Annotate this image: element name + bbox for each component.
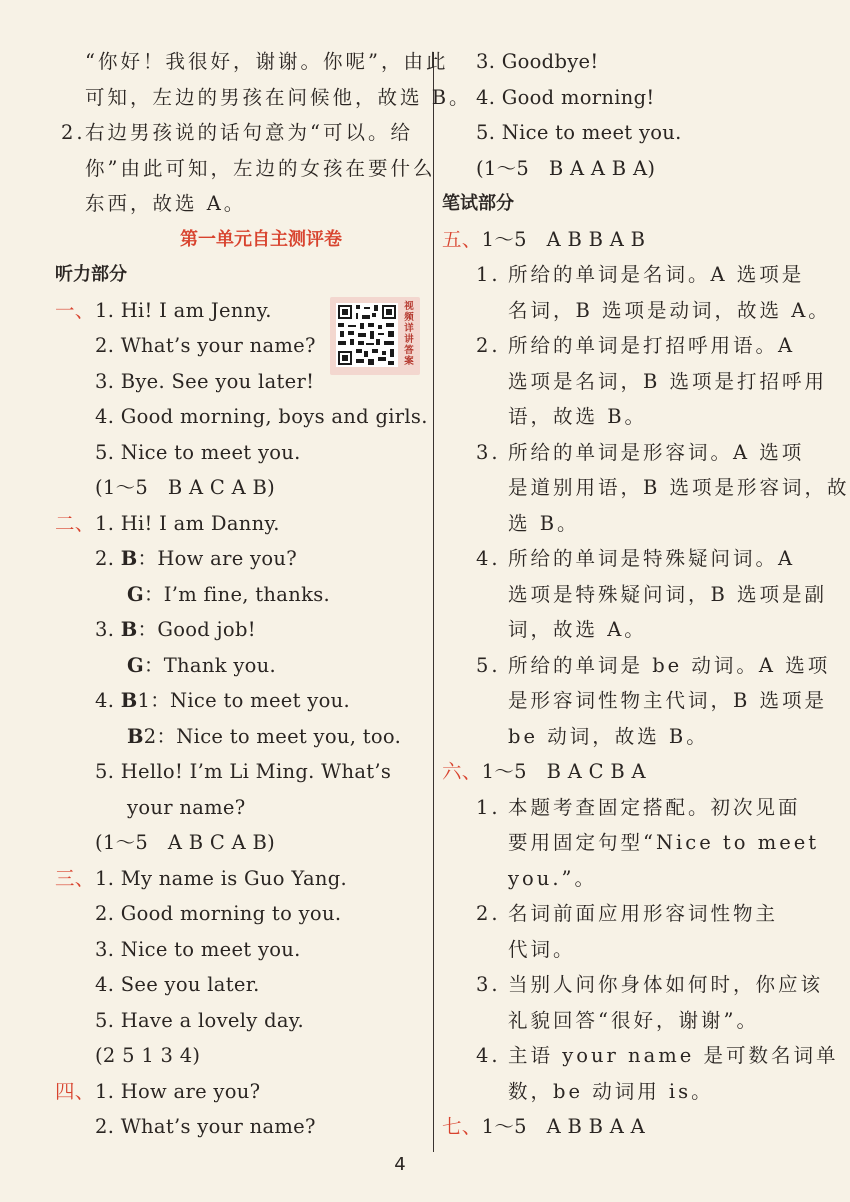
question-text: 1. Hi! I am Danny. [95, 511, 280, 535]
explanation-text: 所给的单词是形容词。A 选项 [508, 440, 805, 464]
item-number: 2. [95, 547, 115, 570]
question-line [55, 861, 427, 897]
text-line: 你”由此可知，左边的女孩在要什么 [85, 156, 436, 180]
qr-caption-char: 详 [404, 323, 414, 334]
dialogue-line [55, 683, 427, 719]
section-label: 一、 [55, 298, 95, 322]
item-number: 3. [476, 973, 501, 996]
qr-caption-char: 讲 [404, 334, 414, 345]
explanation-line: 数，be 动词用 is。 [508, 1079, 714, 1103]
dialogue-line [55, 612, 427, 648]
qr-caption-char: 频 [404, 312, 414, 323]
explanation-line [442, 967, 824, 1003]
item-number: 1. [476, 795, 501, 819]
text-line: 可知，左边的男孩在问候他，故选 B。 [85, 85, 472, 109]
explanation-line [442, 328, 797, 364]
explanation-line: 选项是特殊疑问词，B 选项是副 [508, 582, 828, 606]
section-heading-listening: 听力部分 [55, 264, 127, 285]
section-label: 五、 [442, 227, 482, 251]
item-number: 2. [61, 121, 86, 144]
explanation-line: you.”。 [508, 866, 597, 890]
item-number: 4. [476, 547, 501, 570]
qr-code-icon [336, 303, 398, 367]
left-column [55, 44, 472, 1145]
explanation-line: 代词。 [508, 937, 576, 961]
dialogue-text: 2：Nice to meet you, too. [143, 724, 402, 748]
explanation-line: 选 B。 [508, 511, 580, 535]
explanation-line [442, 541, 797, 577]
explanation-text: 本题考查固定搭配。初次见面 [508, 795, 801, 819]
dialogue-line [55, 577, 427, 613]
section-label: 六、 [442, 760, 482, 783]
question-line: 4. Good morning! [476, 85, 655, 109]
explanation-text: 所给的单词是打招呼用语。A [508, 334, 796, 357]
speaker-label: B [120, 689, 138, 712]
qr-caption-char: 案 [404, 356, 414, 367]
item-number: 5. [476, 653, 501, 677]
explanation-line: 词，故选 A。 [508, 618, 647, 641]
question-line: 5. Have a lovely day. [95, 1008, 305, 1032]
item-number: 4. [95, 689, 115, 712]
item-number: 3. [476, 440, 501, 464]
question-line: 5. Hello! I’m Li Ming. What’s [95, 760, 392, 783]
text-line: “你好！我很好，谢谢。你呢”，由此 [85, 50, 449, 73]
item-number: 1. [476, 263, 501, 286]
item-number: 3. [95, 618, 115, 641]
answer-line: (1～5 B A A B A) [476, 156, 656, 180]
answer-line [442, 222, 797, 258]
item-number: 2. [476, 334, 501, 357]
speaker-label: G [127, 582, 144, 606]
text-line: 右边男孩说的话句意为“可以。给 [85, 121, 413, 144]
answer-line: (2 5 1 3 4) [95, 1044, 201, 1067]
answer-text: 1～5 A B B A B [481, 227, 646, 251]
qr-caption-char: 视 [404, 301, 414, 312]
explanation-line [442, 896, 797, 932]
explanation-line: be 动词，故选 B。 [508, 724, 709, 748]
dialogue-line [55, 719, 427, 755]
item-number: 2. [476, 902, 501, 925]
explanation-text: 主语 your name 是可数名词单 [508, 1044, 839, 1067]
explanation-line [442, 257, 805, 293]
answer-text: 1～5 B A C B A [481, 760, 646, 783]
question-line: 4. Good morning, boys and girls. [95, 405, 428, 428]
question-line: your name? [127, 795, 246, 819]
dialogue-line [55, 648, 427, 684]
speaker-label: B [120, 547, 138, 570]
question-line: 4. See you later. [95, 973, 260, 996]
explanation-text: 所给的单词是 be 动词。A 选项 [508, 653, 831, 677]
question-line [55, 506, 427, 542]
explanation-line: 是道别用语，B 选项是形容词，故 [508, 476, 850, 499]
answer-line: (1～5 B A C A B) [95, 476, 276, 499]
column-divider [433, 52, 434, 1152]
question-line [55, 1074, 427, 1110]
question-line: 2. What’s your name? [95, 1115, 316, 1138]
question-line: 3. Goodbye! [476, 50, 599, 73]
explanation-text: 所给的单词是特殊疑问词。A [508, 547, 796, 570]
section-heading-written: 笔试部分 [442, 193, 514, 214]
section-label: 三、 [55, 866, 95, 890]
section-label: 二、 [55, 511, 95, 535]
question-line: 5. Nice to meet you. [95, 440, 301, 464]
explanation-line [442, 435, 805, 471]
explanation-text: 所给的单词是名词。A 选项是 [508, 263, 805, 286]
section-label: 七、 [442, 1115, 482, 1138]
answer-text: 1～5 A B B A A [481, 1115, 646, 1138]
question-line: 5. Nice to meet you. [476, 121, 682, 144]
speaker-label: B [120, 618, 138, 641]
question-line: 3. Nice to meet you. [95, 937, 301, 961]
answer-line [442, 754, 797, 790]
unit-title: 第一单元自主测评卷 [180, 228, 342, 250]
explanation-line: 是形容词性物主代词，B 选项是 [508, 689, 828, 712]
qr-code-badge[interactable] [330, 297, 420, 375]
explanation-line [442, 648, 831, 684]
explanation-line: 要用固定句型“Nice to meet [508, 831, 820, 854]
question-line: 2. What’s your name? [95, 334, 316, 357]
speaker-label: B [127, 724, 144, 748]
dialogue-text: ：Good job! [137, 618, 256, 641]
dialogue-line [55, 541, 427, 577]
question-line: 3. Bye. See you later! [95, 369, 315, 393]
explanation-line: 选项是名词，B 选项是打招呼用 [508, 369, 828, 393]
explanation-line [442, 1038, 839, 1074]
text-line: 东西，故选 A。 [85, 192, 247, 215]
answer-line [442, 1109, 797, 1145]
page-number: 4 [394, 1154, 406, 1175]
explanation-line: 语，故选 B。 [508, 405, 648, 428]
question-line: 2. Good morning to you. [95, 902, 342, 925]
dialogue-text: ：Thank you. [143, 653, 277, 677]
question-text: 1. How are you? [95, 1079, 261, 1103]
dialogue-text: ：I’m fine, thanks. [143, 582, 330, 606]
speaker-label: G [127, 653, 144, 677]
qr-caption [402, 301, 416, 367]
qr-caption-char: 答 [404, 345, 414, 356]
dialogue-text: 1：Nice to meet you. [137, 689, 350, 712]
explanation-line: 礼貌回答“很好，谢谢”。 [508, 1008, 759, 1032]
explanation-text: 名词前面应用形容词性物主 [508, 902, 779, 925]
question-text: 1. Hi! I am Jenny. [95, 298, 272, 322]
explanation-line [442, 790, 801, 826]
explanation-text: 当别人问你身体如何时，你应该 [508, 973, 824, 996]
item-number: 4. [476, 1044, 501, 1067]
answer-line: (1～5 A B C A B) [95, 831, 276, 854]
explanation-item [55, 115, 427, 151]
question-text: 1. My name is Guo Yang. [95, 866, 348, 890]
section-label: 四、 [55, 1079, 95, 1103]
explanation-line: 名词，B 选项是动词，故选 A。 [508, 298, 831, 322]
dialogue-text: ：How are you? [137, 547, 298, 570]
right-column [442, 44, 850, 1145]
